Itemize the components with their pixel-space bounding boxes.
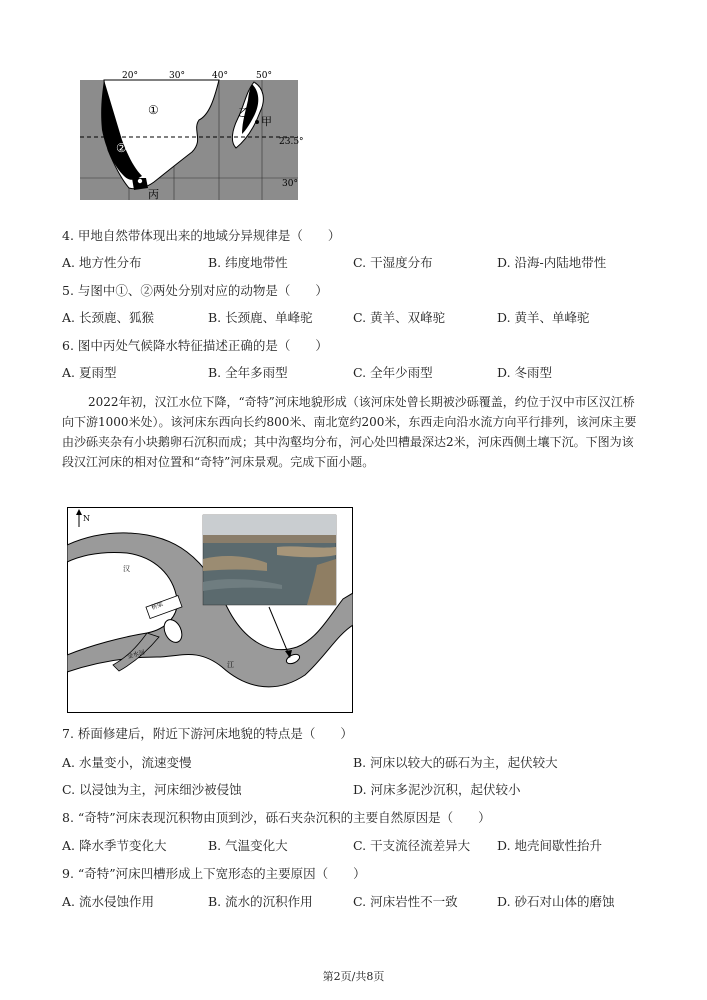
q5-option-b[interactable]: B. 长颈鹿、单峰驼 [208,310,313,325]
hanjiang-river-figure [67,507,353,713]
q5-option-c[interactable]: C. 黄羊、双峰驼 [353,310,446,325]
question-5: 5. 与图中①、②两处分别对应的动物是（ ） [62,283,328,298]
question-7: 7. 桥面修建后，附近下游河床地貌的特点是（ ） [62,726,353,741]
q8-option-d[interactable]: D. 地壳间歇性抬升 [497,838,603,853]
q7-option-c[interactable]: C. 以浸蚀为主，河床细沙被侵蚀 [62,782,242,797]
north-label: N [83,514,90,523]
river-label-jiang: 江 [227,661,234,669]
q4-option-c[interactable]: C. 干湿度分布 [353,255,433,270]
question-6: 6. 图中丙处气候降水特征描述正确的是（ ） [62,338,328,353]
q9-option-c[interactable]: C. 河床岩性不一致 [353,894,458,909]
q8-option-c[interactable]: C. 干支流径流差异大 [353,838,471,853]
q6-option-b[interactable]: B. 全年多雨型 [208,365,288,380]
region-label-2: ② [116,141,127,155]
lon-label-40: 40° [212,71,228,81]
lon-label-50: 50° [256,71,272,81]
q8-option-b[interactable]: B. 气温变化大 [208,838,288,853]
region-label-bing: 丙 [148,188,159,201]
q4-option-a[interactable]: A. 地方性分布 [62,255,142,270]
q6-option-d[interactable]: D. 冬雨型 [497,365,553,380]
question-9: 9. “奇特”河床凹槽形成上下宽形态的主要原因（ ） [62,866,366,881]
page-number: 第2页/共8页 [322,970,385,983]
q9-option-d[interactable]: D. 砂石对山体的磨蚀 [497,894,615,909]
region-label-1: ① [148,103,159,117]
tributary-label: 金水河 [126,648,146,661]
lon-label-20: 20° [122,71,138,81]
q5-option-d[interactable]: D. 黄羊、单峰驼 [497,310,590,325]
riverbed-photo [203,515,336,605]
q6-option-c[interactable]: C. 全年少雨型 [353,365,433,380]
world-map-figure [74,70,304,206]
lat-label-23-5: 23.5° [279,137,304,147]
region-label-yi: 乙 [238,106,249,119]
passage-text: 2022年初，汉江水位下降，“奇特”河床地貌形成（该河床处曾长期被沙砾覆盖，约位于汉中市区汉江桥向下游1000米处）。该河床东西向长约800米、南北宽约200米，东西走向沿水流方向平行排列，该河床主要由沙砾夹杂有小块鹅卵石沉积而成；其中沟壑均分布，河心处凹槽最深达2米，河床西侧土壤下沉。下图为该段汉江河床的相对位置和“奇特”河床景观。完成下面小题。 [62,395,637,469]
q8-option-a[interactable]: A. 降水季节变化大 [62,838,167,853]
q4-option-b[interactable]: B. 纬度地带性 [208,255,288,270]
q4-option-d[interactable]: D. 沿海-内陆地带性 [497,255,607,270]
lat-label-30: 30° [282,179,298,189]
q9-option-b[interactable]: B. 流水的沉积作用 [208,894,313,909]
bridge-label: 桥梁 [150,600,165,612]
q7-option-d[interactable]: D. 河床多泥沙沉积，起伏较小 [353,782,521,797]
region-label-jia: 甲 [261,115,272,128]
river-label-han: 汉 [123,565,130,573]
q7-option-a[interactable]: A. 水量变小，流速变慢 [62,755,192,770]
q6-option-a[interactable]: A. 夏雨型 [62,365,117,380]
q9-option-a[interactable]: A. 流水侵蚀作用 [62,894,154,909]
q7-option-b[interactable]: B. 河床以较大的砾石为主，起伏较大 [353,755,558,770]
question-8: 8. “奇特”河床表现沉积物由顶到沙，砾石夹杂沉积的主要自然原因是（ ） [62,810,491,825]
question-4: 4. 甲地自然带体现出来的地域分异规律是（ ） [62,228,341,243]
lon-label-30: 30° [169,71,185,81]
q5-option-a[interactable]: A. 长颈鹿、狐猴 [62,310,154,325]
